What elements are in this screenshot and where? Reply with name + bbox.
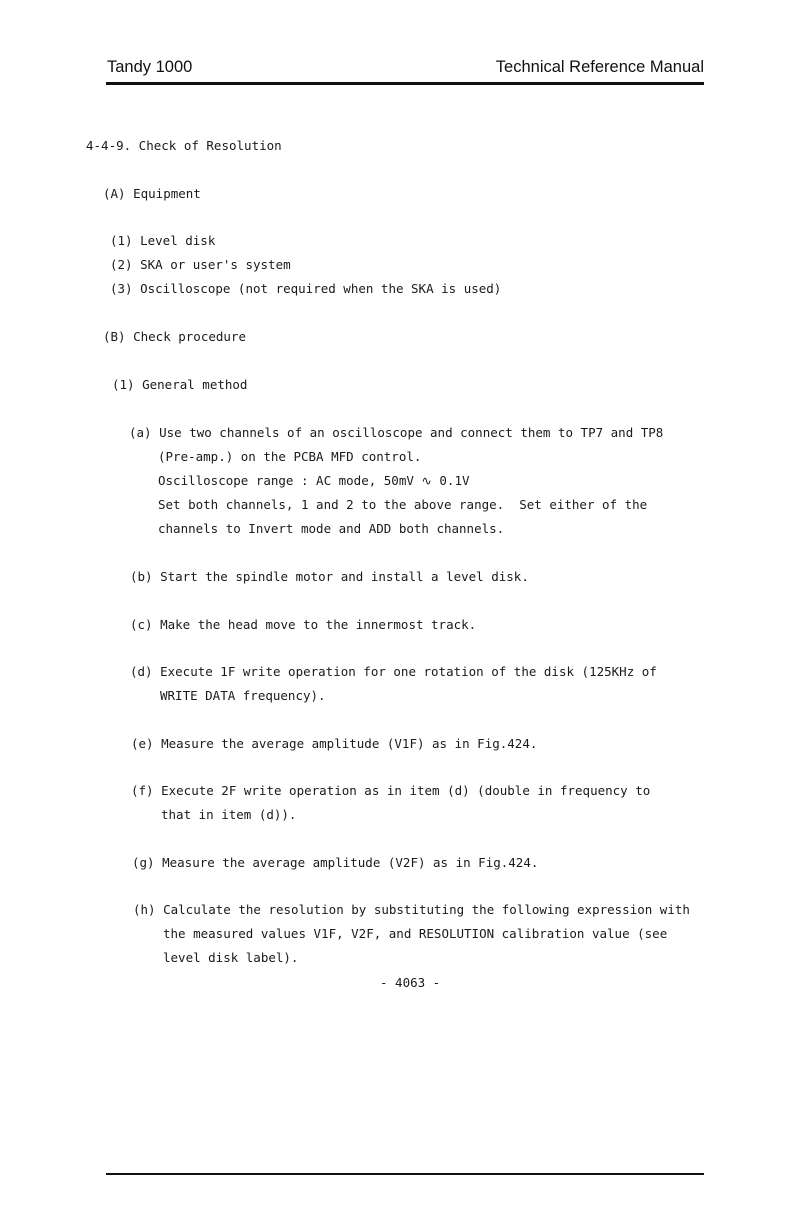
step-a-line: channels to Invert mode and ADD both channels.: [158, 521, 505, 536]
step-a-line: (Pre-amp.) on the PCBA MFD control.: [158, 449, 422, 464]
step-a-line: Oscilloscope range : AC mode, 50mV ∿ 0.1V: [158, 473, 470, 488]
step-f-line: (f) Execute 2F write operation as in item (d) (double in frequency to: [131, 783, 651, 798]
step-h-line: (h) Calculate the resolution by substituting the following expression with: [133, 902, 690, 917]
step-c: (c) Make the head move to the innermost track.: [130, 617, 477, 632]
step-f-line: that in item (d)).: [161, 807, 297, 822]
step-b: (b) Start the spindle motor and install a level disk.: [130, 569, 529, 584]
step-g: (g) Measure the average amplitude (V2F) as in Fig.424.: [132, 855, 539, 870]
equipment-item: (1) Level disk: [110, 233, 216, 248]
footer-rule: [106, 1173, 704, 1175]
header-rule: [106, 82, 704, 85]
equipment-item: (3) Oscilloscope (not required when the SKA is used): [110, 281, 502, 296]
step-h-line: level disk label).: [163, 950, 299, 965]
step-h-line: the measured values V1F, V2F, and RESOLUTION calibration value (see: [163, 926, 668, 941]
page-header-right: Technical Reference Manual: [495, 58, 704, 76]
step-d-line: WRITE DATA frequency).: [160, 688, 326, 703]
page-header-left: Tandy 1000: [107, 58, 193, 76]
method-heading: (1) General method: [112, 377, 248, 392]
page-number: - 4063 -: [380, 975, 441, 990]
equipment-heading: (A) Equipment: [103, 186, 201, 201]
equipment-item: (2) SKA or user's system: [110, 257, 291, 272]
section-title: 4-4-9. Check of Resolution: [86, 138, 282, 153]
step-d-line: (d) Execute 1F write operation for one rotation of the disk (125KHz of: [130, 664, 657, 679]
step-e: (e) Measure the average amplitude (V1F) as in Fig.424.: [131, 736, 538, 751]
step-a-line: (a) Use two channels of an oscilloscope and connect them to TP7 and TP8: [129, 425, 664, 440]
step-a-line: Set both channels, 1 and 2 to the above range. Set either of the: [158, 497, 648, 512]
procedure-heading: (B) Check procedure: [103, 329, 246, 344]
